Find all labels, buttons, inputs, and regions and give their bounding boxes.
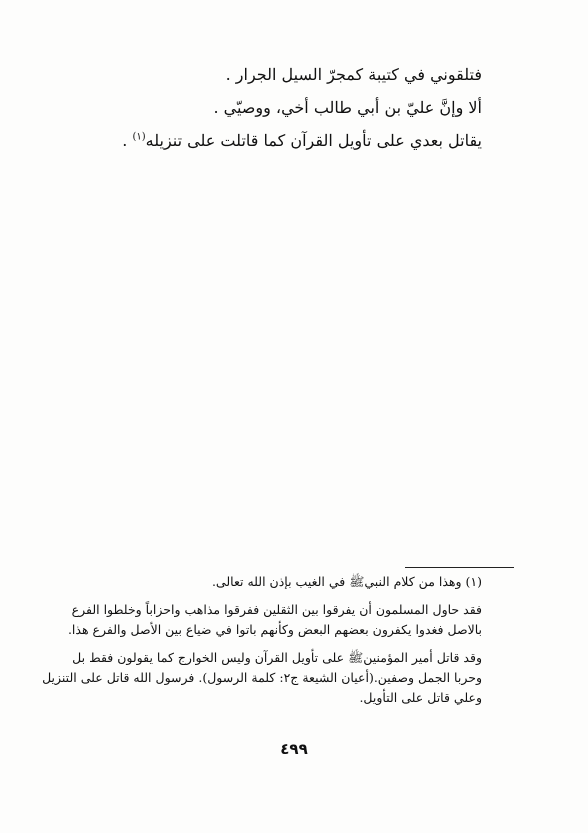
footnote-separator	[405, 567, 514, 568]
footnote-paragraph-2	[42, 648, 482, 708]
footnote-paragraph-2-line-1: وقد قاتل أمير المؤمنينﷺ على تأويل القرآن وليس الخوارج كما يقولون فقط بل	[72, 650, 482, 665]
footnotes	[42, 572, 482, 716]
footnote-paragraph-2-line-3: وعلي قاتل على التأويل.	[359, 690, 482, 705]
footnote-paragraph-1-line-1: فقد حاول المسلمون أن يفرقوا بين الثقلين ففرقوا مذاهب واحزاباً وخلطوا الفرع	[71, 602, 482, 617]
footnote-reference: (١)	[132, 131, 146, 143]
main-line-2: ألا وإنَّ عليّ بن أبي طالب أخي، ووصيّي .	[213, 98, 482, 117]
page-number: ٤٩٩	[280, 740, 308, 758]
main-line-3-end: .	[122, 131, 128, 150]
main-line-1: فتلقوني في كتيبة كمجرّ السيل الجرار .	[225, 65, 482, 84]
footnote-paragraph-2-line-2: وحربا الجمل وصفين.(أعيان الشيعة ج٢: كلمة الرسول). فرسول الله قاتل على التنزيل	[42, 670, 482, 685]
footnote-1: (١) وهذا من كلام النبيﷺ في الغيب بإذن الله تعالى.	[211, 574, 482, 589]
footnote-paragraph-1-line-2: بالاصل فغدوا يكفرون بعضهم البعض وكأنهم باتوا في ضياع بين الأصل والفرع هذا.	[67, 622, 482, 637]
main-text	[102, 58, 482, 157]
main-line-3	[102, 124, 482, 157]
footnote-paragraph-1	[67, 600, 482, 640]
main-line-3-text: يقاتل بعدي على تأويل القرآن كما قاتلت على تنزيله	[145, 131, 482, 150]
